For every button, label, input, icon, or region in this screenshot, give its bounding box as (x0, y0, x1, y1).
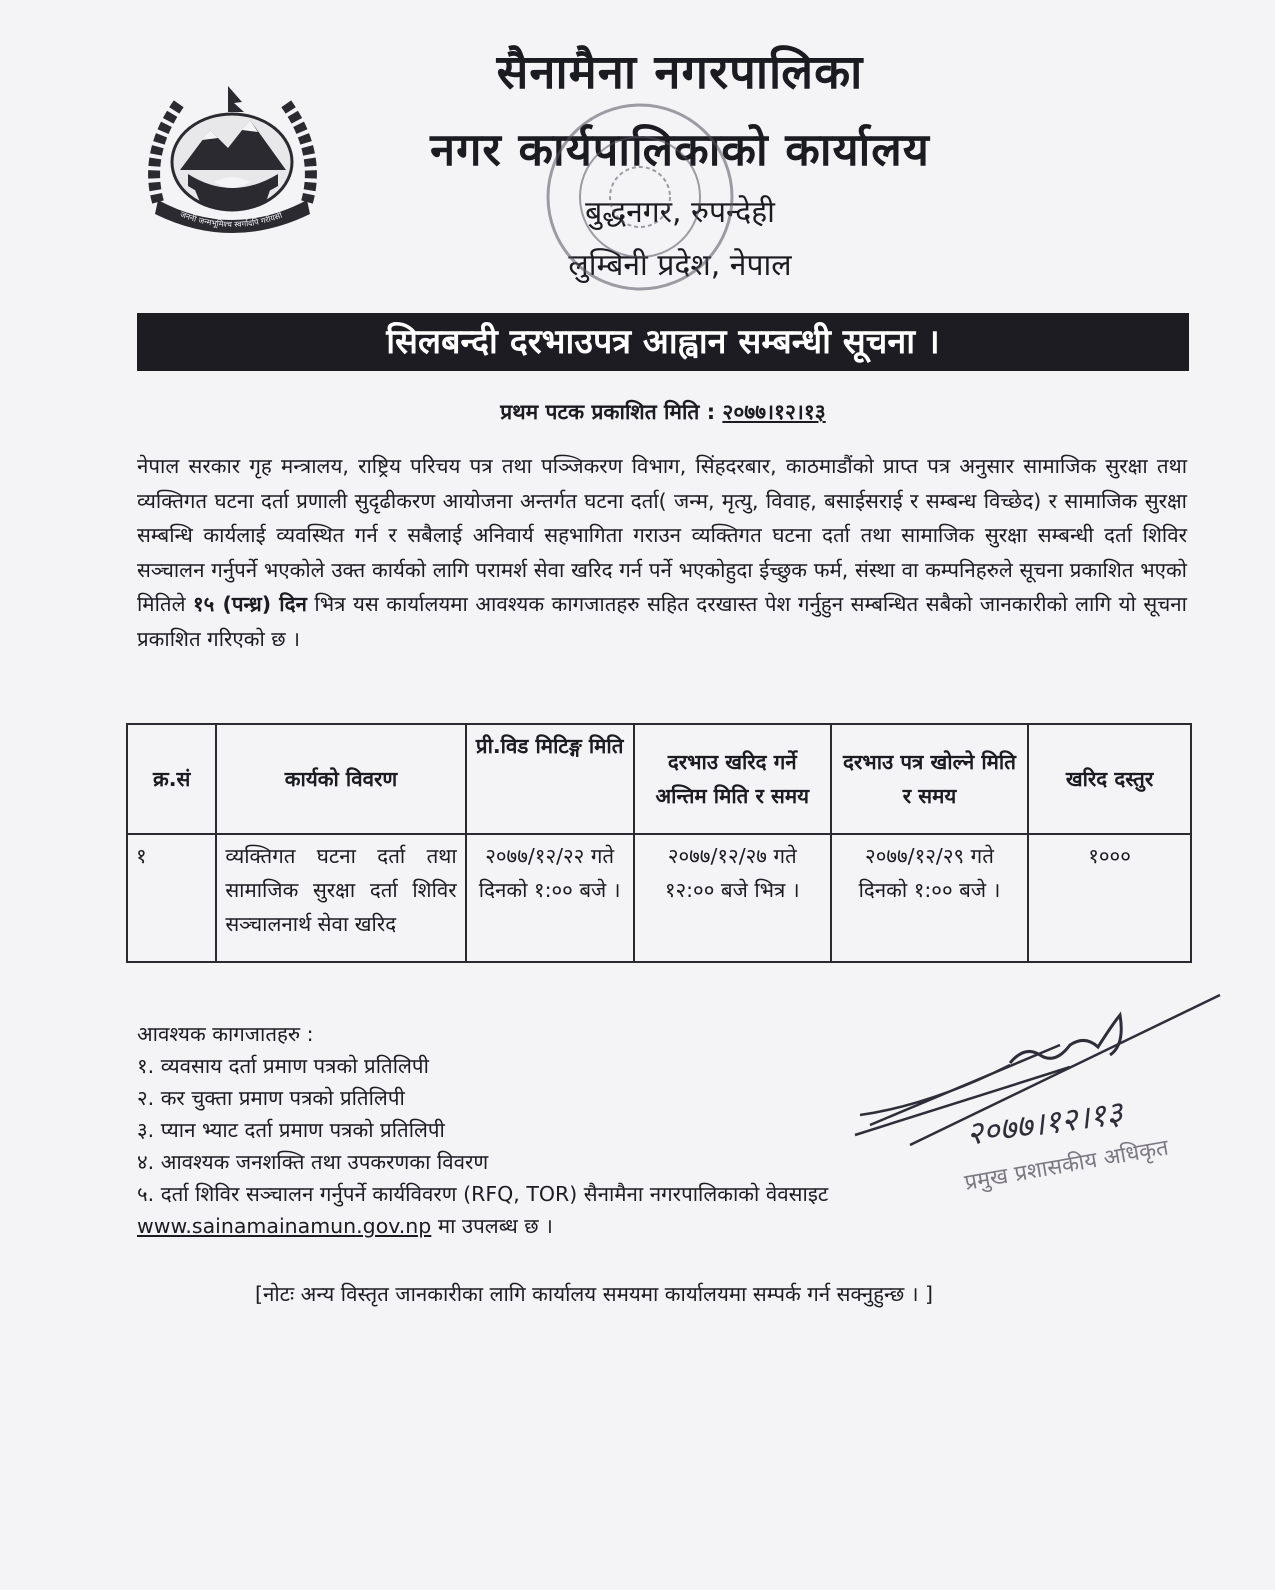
list-item: ४. आवश्यक जनशक्ति तथा उपकरणका विवरण (137, 1150, 489, 1174)
signature-stamp-text: प्रमुख प्रशासकीय अधिकृत (962, 1135, 1171, 1196)
cell-prebid: २०७७/१२/२२ गते दिनको १:०० बजे । (466, 834, 634, 962)
publication-date-label: प्रथम पटक प्रकाशित मिति : (500, 400, 716, 424)
signature-date: २०७७।१२।१३ (963, 1093, 1125, 1153)
signature-icon (850, 985, 1230, 1205)
office-name: नगर कार्यपालिकाको कार्यालय (430, 123, 930, 176)
col-header-opening: दरभाउ पत्र खोल्ने मिति र समय (831, 724, 1028, 834)
cell-description: व्यक्तिगत घटना दर्ता तथा सामाजिक सुरक्षा दर्ता शिविर सञ्चालनार्थ सेवा खरिद (216, 834, 465, 962)
table-row (127, 834, 1191, 962)
publication-date-value: २०७७।१२।१३ (722, 400, 826, 424)
col-header-deadline: दरभाउ खरिद गर्ने अन्तिम मिति र समय (634, 724, 831, 834)
cell-sn: १ (127, 834, 216, 962)
notice-body-deadline: १५ (पन्ध्र) दिन (193, 592, 307, 616)
municipality-name: सैनामैना नगरपालिका (496, 45, 864, 100)
col-header-fee: खरिद दस्तुर (1028, 724, 1191, 834)
list-item: ३. प्यान भ्याट दर्ता प्रमाण पत्रको प्रतिलिपी (137, 1118, 445, 1142)
website-link[interactable]: www.sainamainamun.gov.np (137, 1214, 432, 1238)
notice-body-part1: नेपाल सरकार गृह मन्त्रालय, राष्ट्रिय परिचय पत्र तथा पञ्जिकरण विभाग, सिंहदरबार, काठमाडौंको प्राप्त पत्र अनुसार सामाजिक सुरक्षा तथा व्यक्तिगत घटना दर्ता प्रणाली सुदृढीकरण आयोजना अन्तर्गत घटना दर्ता( जन्म, मृत्यु, विवाह, बसाईसराई र सम्बन्ध विच्छेद) र सामाजिक सुरक्षा सम्बन्धि कार्यलाई व्यवस्थित गर्न र सबैलाई अनिवार्य सहभागिता गराउन व्यक्तिगत घटना दर्ता तथा सामाजिक सुरक्षा सम्बन्धी दर्ता शिविर सञ्चालन गर्नुपर्ने भएकोले उक्त कार्यको लागि परामर्श सेवा खरिद गर्न पर्ने भएकोहुदा ईच्छुक फर्म, संस्था वा कम्पनिहरुले सूचना प्रकाशित भएको मितिले (137, 454, 1187, 616)
publication-date-line (137, 398, 1189, 426)
col-header-prebid: प्री.विड मिटिङ्ग मिति (466, 724, 634, 834)
table-header-row (127, 724, 1191, 834)
emblem-caption: जननी जन्मभूमिश्च स्वर्गादपि गरीयसी (178, 209, 284, 230)
list-item: २. कर चुक्ता प्रमाण पत्रको प्रतिलिपी (137, 1086, 405, 1110)
notice-title: सिलबन्दी दरभाउपत्र आह्वान सम्बन्धी सूचना । (137, 313, 1189, 371)
notice-body (137, 449, 1187, 656)
col-header-description: कार्यको विवरण (216, 724, 465, 834)
nepal-government-emblem-icon (140, 82, 325, 242)
office-address: बुद्धनगर, रुपन्देही (585, 195, 775, 230)
cell-opening: २०७७/१२/२९ गते दिनको १:०० बजे । (831, 834, 1028, 962)
notice-body-part2: भित्र यस कार्यालयमा आवश्यक कागजातहरु सहित दरखास्त पेश गर्नुहुन सम्बन्धित सबैको जानकारीको लागि यो सूचना प्रकाशित गरिएको छ । (137, 592, 1187, 651)
office-stamp-icon (540, 92, 740, 302)
footer-note: [नोटः अन्य विस्तृत जानकारीका लागि कार्यालय समयमा कार्यालयमा सम्पर्क गर्न सक्नुहुन्छ । ] (255, 1282, 934, 1306)
cell-deadline: २०७७/१२/२७ गते १२:०० बजे भित्र । (634, 834, 831, 962)
list-item: १. व्यवसाय दर्ता प्रमाण पत्रको प्रतिलिपी (137, 1054, 429, 1078)
cell-fee: १००० (1028, 834, 1191, 962)
document-item5-text: ५. दर्ता शिविर सञ्चालन गर्नुपर्ने कार्यविवरण (RFQ, TOR) सैनामैना नगरपालिकाको वेवसाइट (137, 1182, 829, 1206)
document-item5-suffix: मा उपलब्ध छ । (437, 1214, 553, 1238)
col-header-sn: क्र.सं (127, 724, 216, 834)
documents-heading: आवश्यक कागजातहरु : (137, 1022, 314, 1046)
office-province: लुम्बिनी प्रदेश, नेपाल (568, 248, 792, 283)
tender-table (126, 723, 1192, 963)
